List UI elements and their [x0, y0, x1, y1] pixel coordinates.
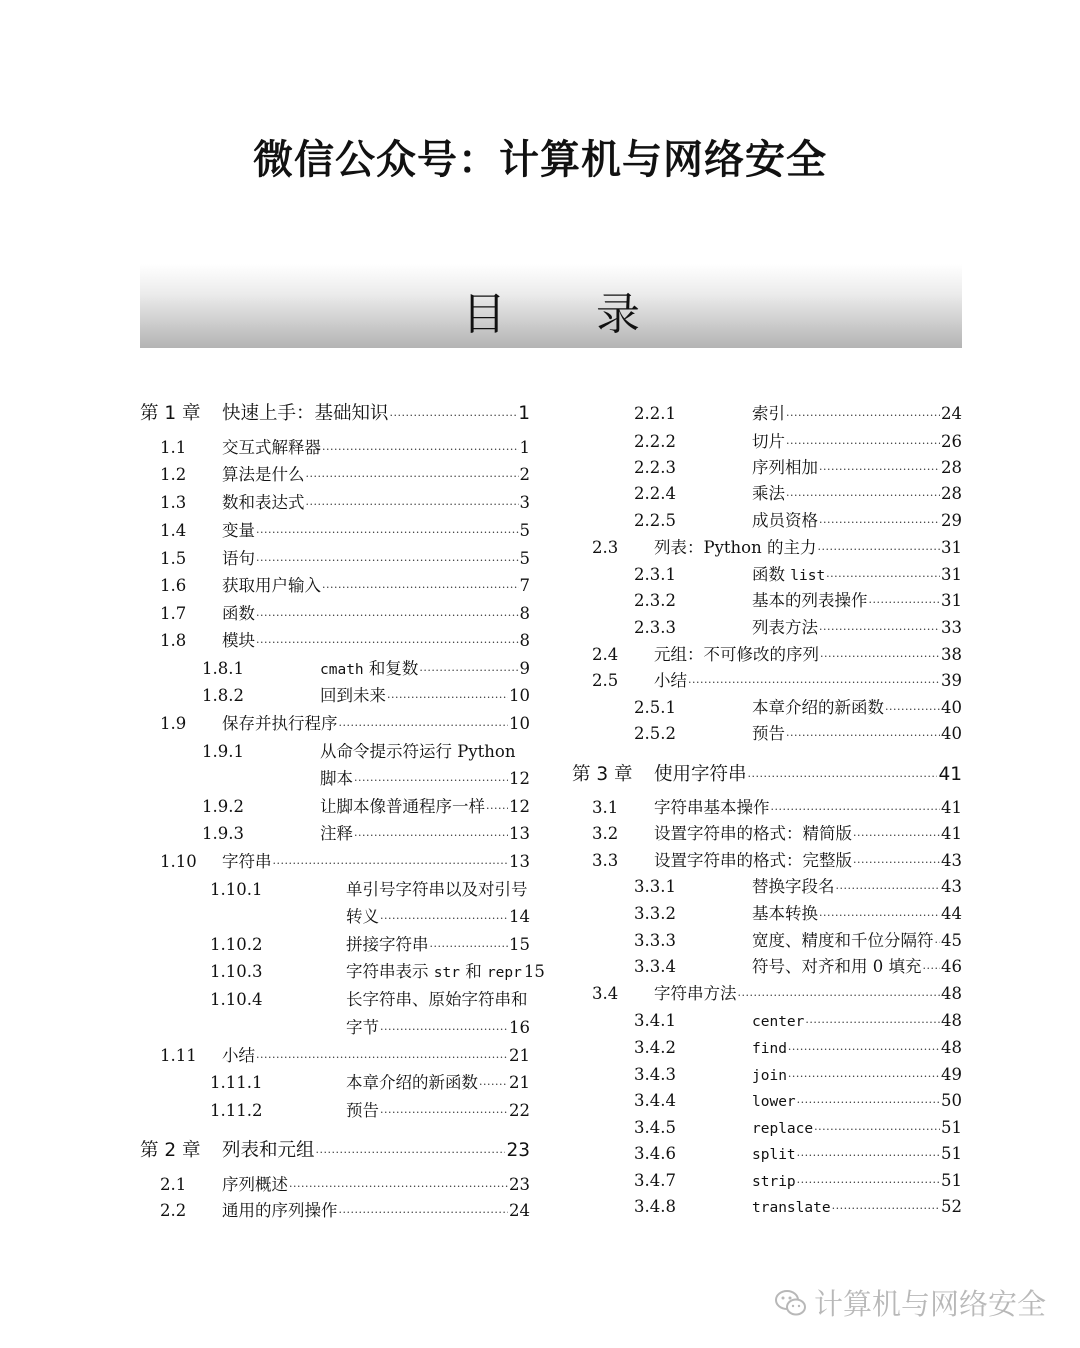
toc-entry-number: 第 2 章 [140, 1140, 201, 1161]
toc-entry-number: 3.4.8 [634, 1197, 676, 1216]
toc-entry-number: 3.4.2 [634, 1038, 676, 1057]
toc-entry [572, 644, 962, 668]
toc-entry-page: 21 [509, 1046, 530, 1065]
toc-entry-title: 获取用户输入 [222, 576, 321, 595]
dot-leader [256, 548, 519, 572]
toc-entry-page: 40 [941, 698, 962, 717]
toc-entry-title: 脚本 [320, 769, 353, 788]
dot-leader [380, 1017, 508, 1041]
toc-entry-title: 乘法 [752, 484, 785, 503]
toc-entry-title: find [752, 1041, 787, 1057]
toc-entry [140, 575, 530, 599]
toc-entry [140, 1174, 530, 1198]
toc-entry [140, 492, 530, 516]
dot-leader [289, 1174, 508, 1198]
dot-leader [390, 403, 518, 427]
toc-entry [572, 797, 962, 821]
toc-entry-number: 1.8 [160, 631, 187, 650]
dot-leader [818, 537, 941, 561]
toc-entry-title: lower [752, 1094, 796, 1110]
toc-entry-page: 38 [941, 645, 962, 664]
dot-leader [256, 603, 519, 627]
toc-entry [572, 670, 962, 694]
toc-entry-page: 7 [519, 576, 530, 595]
dot-leader [771, 797, 941, 821]
dot-leader [935, 930, 941, 954]
toc-entry [140, 685, 530, 709]
toc-entry-page: 51 [941, 1144, 962, 1163]
toc-entry-page: 33 [941, 618, 962, 637]
dot-leader [869, 590, 941, 614]
toc-entry-page: 16 [509, 1018, 530, 1037]
toc-entry-number: 1.3 [160, 493, 187, 512]
toc-entry-title: 函数 [222, 604, 255, 623]
toc-entry [572, 956, 962, 980]
dot-leader [797, 1090, 940, 1114]
toc-entry-number: 2.5 [592, 671, 619, 690]
toc-entry-title: cmath 和复数 [320, 659, 419, 678]
dot-leader [885, 697, 940, 721]
toc-entry-title: split [752, 1147, 796, 1163]
toc-entry-page: 51 [941, 1118, 962, 1137]
toc-entry-number: 第 3 章 [572, 764, 633, 785]
toc-entry-title: 替换字段名 [752, 877, 835, 896]
toc-entry-number: 3.4.1 [634, 1011, 676, 1030]
toc-entry-number: 1.9.1 [202, 742, 244, 761]
watermark-text: 计算机与网络安全 [813, 1287, 1046, 1321]
dot-leader [316, 1140, 506, 1164]
toc-entry [572, 403, 962, 427]
toc-entry-page: 12 [509, 769, 530, 788]
toc-entry-number: 2.2.3 [634, 458, 676, 477]
toc-entry-page: 14 [509, 907, 530, 926]
toc-entry-page: 29 [941, 511, 962, 530]
toc-entry-number: 3.4.6 [634, 1144, 676, 1163]
toc-entry-page: 3 [519, 493, 530, 512]
toc-entry-title: 成员资格 [752, 511, 818, 530]
dot-leader [256, 520, 519, 544]
toc-entry [140, 603, 530, 627]
toc-entry [572, 457, 962, 481]
toc-entry-title: 本章介绍的新函数 [752, 698, 884, 717]
toc-entry-title: 通用的序列操作 [222, 1201, 338, 1220]
toc-entry-number: 3.3 [592, 851, 619, 870]
toc-entry-title: 算法是什么 [222, 465, 305, 484]
toc-entry-page: 8 [519, 604, 530, 623]
toc-entry-page: 13 [509, 824, 530, 843]
dot-leader [819, 457, 940, 481]
toc-entry-number: 2.4 [592, 645, 619, 664]
toc-entry [140, 741, 530, 763]
toc-entry-page: 48 [941, 1011, 962, 1030]
toc-entry-page: 10 [509, 686, 530, 705]
toc-entry-page: 43 [941, 877, 962, 896]
toc-entry-page: 1 [518, 403, 530, 424]
toc-entry-number: 1.10.4 [210, 990, 263, 1009]
toc-entry-number: 1.10.1 [210, 880, 263, 899]
toc-entry-title: 字节 [346, 1018, 379, 1037]
dot-leader [786, 431, 940, 455]
toc-entry [140, 961, 545, 985]
toc-entry [572, 1143, 962, 1167]
dot-leader [853, 850, 940, 874]
toc-entry [140, 1072, 530, 1096]
toc-entry [140, 658, 530, 682]
toc-entry [140, 548, 530, 572]
toc-entry-number: 2.2.2 [634, 432, 676, 451]
toc-entry-page: 9 [519, 659, 530, 678]
toc-entry-title: 从命令提示符运行 Python [320, 742, 516, 761]
toc-entry-number: 1.11 [160, 1046, 197, 1065]
toc-entry-title: 序列概述 [222, 1175, 288, 1194]
toc-entry-number: 2.5.1 [634, 698, 676, 717]
toc-entry-page: 5 [519, 521, 530, 540]
toc-entry-number: 1.11.1 [210, 1073, 263, 1092]
toc-entry-page: 23 [506, 1140, 530, 1161]
toc-entry-title: 字符串方法 [654, 984, 737, 1003]
toc-entry-title: 语句 [222, 549, 255, 568]
toc-entry [140, 934, 530, 958]
toc-entry [140, 630, 530, 654]
toc-entry-number: 1.8.2 [202, 686, 244, 705]
toc-entry-number: 2.2.1 [634, 404, 676, 423]
toc-entry-number: 1.1 [160, 438, 187, 457]
dot-leader [786, 403, 940, 427]
toc-entry-number: 1.6 [160, 576, 187, 595]
toc-entry-title: strip [752, 1174, 796, 1190]
toc-entry [140, 464, 530, 488]
toc-entry-number: 1.9.2 [202, 797, 244, 816]
toc-entry-title: 变量 [222, 521, 255, 540]
dot-leader [786, 723, 940, 747]
toc-entry [140, 520, 530, 544]
toc-entry-title: 列表：Python 的主力 [654, 538, 817, 557]
toc-entry-title: 回到未来 [320, 686, 386, 705]
toc-entry [572, 1196, 962, 1220]
toc-entry-page: 5 [519, 549, 530, 568]
dot-leader [832, 1196, 940, 1220]
toc-entry-page: 22 [509, 1101, 530, 1120]
toc-heading-bar [140, 264, 962, 348]
toc-entry-number: 3.3.3 [634, 931, 676, 950]
toc-entry-title: 小结 [222, 1046, 255, 1065]
toc-entry-title: 字符串表示 str 和 repr [346, 962, 522, 981]
toc-entry-title: 字符串基本操作 [654, 798, 770, 817]
toc-entry-title: 函数 list [752, 565, 826, 584]
toc-entry-number: 第 1 章 [140, 403, 201, 424]
toc-entry-title: 保存并执行程序 [222, 714, 338, 733]
toc-entry-page: 24 [941, 404, 962, 423]
toc-entry-page: 28 [941, 484, 962, 503]
toc-entry [140, 1017, 530, 1041]
toc-entry-number: 2.3 [592, 538, 619, 557]
dot-leader [748, 764, 938, 788]
toc-entry-page: 46 [941, 957, 962, 976]
dot-leader [820, 644, 940, 668]
toc-entry [572, 903, 962, 927]
dot-leader [486, 796, 508, 820]
toc-entry [140, 1200, 530, 1224]
dot-leader [819, 903, 940, 927]
toc-chapter-entry [572, 764, 962, 788]
toc-entry-number: 3.4 [592, 984, 619, 1003]
toc-entry-page: 48 [941, 984, 962, 1003]
toc-entry-number: 3.4.4 [634, 1091, 676, 1110]
dot-leader [819, 510, 940, 534]
toc-entry-title: 元组：不可修改的序列 [654, 645, 819, 664]
toc-entry-number: 1.9.3 [202, 824, 244, 843]
toc-entry [572, 564, 962, 588]
toc-entry-title: 长字符串、原始字符串和 [346, 990, 528, 1009]
toc-entry-page: 23 [509, 1175, 530, 1194]
toc-entry-title: join [752, 1068, 787, 1084]
toc-entry [572, 1037, 962, 1061]
dot-leader [814, 1117, 940, 1141]
toc-entry-page: 2 [519, 465, 530, 484]
toc-entry-page: 50 [941, 1091, 962, 1110]
toc-entry-number: 2.5.2 [634, 724, 676, 743]
toc-entry-title: 列表和元组 [222, 1140, 315, 1161]
toc-entry-title: 基本转换 [752, 904, 818, 923]
toc-entry [140, 1100, 530, 1124]
dot-leader [826, 564, 940, 588]
toc-entry-number: 3.3.2 [634, 904, 676, 923]
dot-leader [688, 670, 940, 694]
toc-entry-title: 交互式解释器 [222, 438, 321, 457]
dot-leader [306, 464, 519, 488]
toc-entry-number: 3.4.3 [634, 1065, 676, 1084]
toc-entry-title: 设置字符串的格式：精简版 [654, 824, 852, 843]
dot-leader [788, 1037, 940, 1061]
toc-entry-number: 1.10.3 [210, 962, 263, 981]
toc-entry-title: 基本的列表操作 [752, 591, 868, 610]
toc-entry-title: 模块 [222, 631, 255, 650]
toc-entry-title: center [752, 1014, 805, 1030]
toc-entry-number: 3.3.4 [634, 957, 676, 976]
toc-entry-title: 符号、对齐和用 0 填充 [752, 957, 922, 976]
toc-entry-number: 3.4.5 [634, 1118, 676, 1137]
toc-entry-number: 2.1 [160, 1175, 187, 1194]
dot-leader [380, 906, 508, 930]
toc-entry-title: 快速上手：基础知识 [222, 403, 389, 424]
toc-entry-page: 31 [941, 591, 962, 610]
dot-leader [797, 1170, 940, 1194]
toc-chapter-entry [140, 403, 530, 427]
dot-leader [380, 1100, 508, 1124]
toc-entry-page: 41 [938, 764, 962, 785]
dot-leader [738, 983, 941, 1007]
toc-entry [140, 437, 530, 461]
toc-entry-number: 1.2 [160, 465, 187, 484]
toc-entry [572, 1170, 962, 1194]
toc-entry [572, 697, 962, 721]
dot-leader [836, 876, 941, 900]
toc-entry [572, 1064, 962, 1088]
toc-entry-number: 1.10 [160, 852, 197, 871]
toc-entry-title: 序列相加 [752, 458, 818, 477]
dot-leader [430, 934, 509, 958]
toc-entry-page: 10 [509, 714, 530, 733]
toc-entry [572, 930, 962, 954]
toc-entry [140, 1045, 530, 1069]
toc-entry-number: 3.3.1 [634, 877, 676, 896]
toc-entry [572, 1010, 962, 1034]
toc-entry-number: 1.5 [160, 549, 187, 568]
toc-entry-page: 21 [509, 1073, 530, 1092]
toc-entry-number: 2.3.1 [634, 565, 676, 584]
toc-entry-number: 2.2.5 [634, 511, 676, 530]
toc-entry-title: 数和表达式 [222, 493, 305, 512]
toc-entry [140, 713, 530, 737]
toc-entry-title: 本章介绍的新函数 [346, 1073, 478, 1092]
toc-entry-number: 1.8.1 [202, 659, 244, 678]
toc-entry [140, 879, 530, 901]
dot-leader [339, 713, 509, 737]
wechat-icon [774, 1288, 808, 1318]
toc-entry [140, 989, 530, 1011]
toc-entry-page: 31 [941, 538, 962, 557]
toc-entry-page: 8 [519, 631, 530, 650]
toc-entry-page: 26 [941, 432, 962, 451]
toc-entry [572, 850, 962, 874]
dot-leader [322, 437, 519, 461]
toc-entry [572, 483, 962, 507]
dot-leader [819, 617, 940, 641]
toc-entry [572, 537, 962, 561]
toc-entry-number: 3.2 [592, 824, 619, 843]
toc-entry-title: 预告 [346, 1101, 379, 1120]
toc-entry-number: 1.10.2 [210, 935, 263, 954]
toc-entry-number: 3.4.7 [634, 1171, 676, 1190]
dot-leader [322, 575, 519, 599]
dot-leader [786, 483, 940, 507]
toc-entry-title: 单引号字符串以及对引号 [346, 880, 528, 899]
toc-entry-page: 15 [509, 935, 530, 954]
toc-heading: 目录 [462, 289, 730, 340]
dot-leader [788, 1064, 940, 1088]
toc-entry-page: 13 [509, 852, 530, 871]
toc-entry-number: 1.11.2 [210, 1101, 263, 1120]
toc-entry-title: 设置字符串的格式：完整版 [654, 851, 852, 870]
toc-entry-title: 切片 [752, 432, 785, 451]
toc-entry [572, 617, 962, 641]
toc-entry-page: 24 [509, 1201, 530, 1220]
toc-entry-page: 28 [941, 458, 962, 477]
toc-entry-page: 43 [941, 851, 962, 870]
toc-entry-title: 让脚本像普通程序一样 [320, 797, 485, 816]
page-banner-title: 微信公众号：计算机与网络安全 [253, 137, 827, 183]
toc-entry-title: 使用字符串 [654, 764, 747, 785]
toc-entry [572, 510, 962, 534]
dot-leader [256, 630, 519, 654]
toc-entry-page: 40 [941, 724, 962, 743]
toc-entry [140, 823, 530, 847]
toc-entry [572, 590, 962, 614]
toc-entry-page: 41 [941, 798, 962, 817]
toc-entry-page: 44 [941, 904, 962, 923]
toc-entry-title: 转义 [346, 907, 379, 926]
toc-entry [140, 906, 530, 930]
dot-leader [339, 1200, 509, 1224]
toc-entry-title: 列表方法 [752, 618, 818, 637]
dot-leader [479, 1072, 508, 1096]
dot-leader [387, 685, 508, 709]
toc-entry-page: 49 [941, 1065, 962, 1084]
toc-entry-page: 41 [941, 824, 962, 843]
toc-entry-title: 字符串 [222, 852, 272, 871]
toc-entry-title: 索引 [752, 404, 785, 423]
dot-leader [256, 1045, 508, 1069]
dot-leader [797, 1143, 940, 1167]
dot-leader [273, 851, 509, 875]
toc-entry-page: 31 [941, 565, 962, 584]
toc-entry-title: 预告 [752, 724, 785, 743]
dot-leader [354, 823, 508, 847]
toc-entry-page: 51 [941, 1171, 962, 1190]
dot-leader [306, 492, 519, 516]
toc-entry-page: 48 [941, 1038, 962, 1057]
toc-entry-number: 1.7 [160, 604, 187, 623]
dot-leader [923, 956, 941, 980]
toc-entry [572, 1090, 962, 1114]
toc-entry-page: 15 [523, 962, 545, 981]
toc-entry [572, 723, 962, 747]
toc-entry-number: 1.4 [160, 521, 187, 540]
toc-entry [572, 983, 962, 1007]
toc-entry-number: 1.9 [160, 714, 187, 733]
toc-entry-number: 3.1 [592, 798, 619, 817]
toc-entry-number: 2.3.3 [634, 618, 676, 637]
toc-entry-title: 小结 [654, 671, 687, 690]
toc-entry-title: 注释 [320, 824, 353, 843]
toc-entry-title: 拼接字符串 [346, 935, 429, 954]
toc-entry-title: replace [752, 1121, 814, 1137]
toc-entry-page: 39 [941, 671, 962, 690]
toc-entry-page: 1 [519, 438, 530, 457]
toc-entry-number: 2.2.4 [634, 484, 676, 503]
toc-entry-number: 2.3.2 [634, 591, 676, 610]
dot-leader [419, 658, 518, 682]
toc-entry-number: 2.2 [160, 1201, 187, 1220]
dot-leader [805, 1010, 940, 1034]
dot-leader [853, 823, 940, 847]
toc-entry [572, 1117, 962, 1141]
toc-entry [572, 431, 962, 455]
toc-entry [572, 823, 962, 847]
watermark [774, 1282, 1046, 1323]
toc-entry [140, 851, 530, 875]
toc-entry-page: 12 [509, 797, 530, 816]
toc-entry-title: 宽度、精度和千位分隔符 [752, 931, 934, 950]
toc-entry [572, 876, 962, 900]
toc-entry-title: translate [752, 1200, 831, 1216]
toc-entry [140, 796, 530, 820]
toc-entry-page: 52 [941, 1197, 962, 1216]
dot-leader [354, 768, 508, 792]
toc-entry-page: 45 [941, 931, 962, 950]
toc-chapter-entry [140, 1140, 530, 1164]
toc-entry [140, 768, 530, 792]
